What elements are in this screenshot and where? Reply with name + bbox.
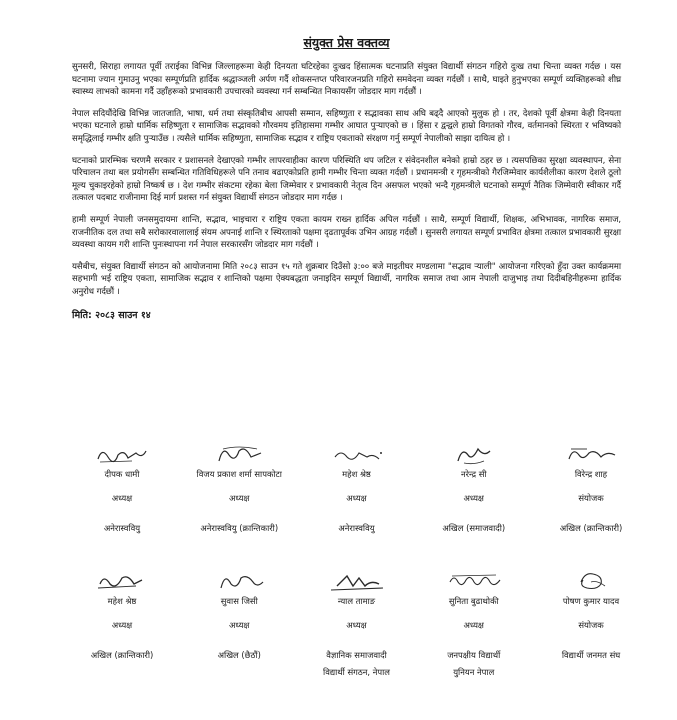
signature-mark: [444, 570, 504, 594]
signatory-organization: अखिल (समाजवादी): [442, 523, 506, 533]
signatory: [66, 443, 178, 537]
signatory-organization: अनेरास्ववियु (क्रान्तिकारी): [200, 523, 279, 533]
signatory-name: दीपक धामी: [104, 469, 140, 479]
signatory: [418, 443, 530, 537]
signatory-name: नरेन्द्र सी: [460, 469, 487, 479]
signatory-name: पोषण कुमार यादव: [562, 596, 620, 606]
signature-mark: [92, 570, 152, 594]
signature-mark: [327, 443, 387, 467]
signatory-organization: अखिल (छैठौं): [217, 650, 261, 660]
signatory-position: अध्यक्ष: [229, 620, 250, 630]
signatory: [301, 570, 413, 681]
signatory-position: अध्यक्ष: [346, 620, 367, 630]
signatory-organization: अनेरास्ववियु: [103, 523, 141, 533]
signatory-organization: अखिल (क्रान्तिकारी): [559, 523, 623, 533]
signature-mark: [561, 443, 621, 467]
signatory-position: अध्यक्ष: [463, 620, 484, 630]
signatory-name: सुनिता बुढाथोकी: [448, 596, 499, 606]
signatory-name: महेश श्रेष्ठ: [342, 469, 371, 479]
signatory: [301, 443, 413, 537]
signatory-name: विरेन्द्र शाह: [574, 469, 608, 479]
signatory-position: अध्यक्ष: [229, 493, 250, 503]
signatories-row-1: [66, 443, 647, 537]
signatory: [418, 570, 530, 681]
statement-date: मिति: २०८३ साउन १४: [72, 309, 151, 321]
signature-mark: [92, 443, 152, 467]
signatory-organization: अनेरास्ववियु: [338, 523, 375, 533]
signatory-organization-line2: विद्यार्थी संगठन, नेपाल: [323, 667, 390, 677]
statement-title: संयुक्त प्रेस वक्तव्य: [303, 35, 390, 50]
signatory-position: अध्यक्ष: [463, 493, 484, 503]
signatory: [535, 443, 647, 537]
signature-mark: [209, 443, 269, 467]
signatory-name: न्याल तामाङ: [337, 596, 376, 606]
signatory-position: अध्यक्ष: [111, 620, 133, 630]
paragraph-government-criticism: घटनाको प्रारम्भिक चरणमै सरकार र प्रशासनले देखाएको गम्भीर लापरवाहीका कारण परिस्थिति थप जटिल र संवेदनशील बनेको हाम्रो ठहर छ । त्यसपछिका सुरक्षा व्यवस्थापन, सेना परिचालन तथा बल प्रयोगसँग सम्बन्धित गतिविधिहरूले पनि तनाव बढाएकोप्रति हामी गम्भीर चिन्ता व्यक्त गर्दछौं । प्रधानमन्त्री र गृहमन्त्रीको गैरजिम्मेवार कार्यशैलीका कारण देशले ठूलो मूल्य चुकाइरहेको हाम्रो निष्कर्ष छ । देश गम्भीर संकटमा रहेका बेला जिम्मेवार र प्रभावकारी नेतृत्व दिन असफल भएको भन्दै गृहमन्त्रीले घटनाको सम्पूर्ण नैतिक जिम्मेवारी स्वीकार गर्दै तत्काल पदबाट राजीनामा दिई मार्ग प्रशस्त गर्न संयुक्त विद्यार्थी संगठन जोडदार माग गर्दछ ।: [72, 155, 621, 204]
signatory-organization: जनपक्षीय विद्यार्थी: [447, 650, 501, 660]
signatory-organization: विद्यार्थी जनमत संघ: [561, 650, 621, 660]
signatory-position: अध्यक्ष: [111, 493, 133, 503]
paragraph-harmony: नेपाल सदियौंदेखि विभिन्न जातजाति, भाषा, धर्म तथा संस्कृतिबीच आपसी सम्मान, सहिष्णुता र सद्भावका साथ अघि बढ्दै आएको मुलुक हो । तर, देशको पूर्वी क्षेत्रमा केही दिनयता भएका घटनाले हाम्रो धार्मिक सहिष्णुता र सामाजिक सद्भावको गौरवमय इतिहासमा गम्भीर आघात पुऱ्याएको छ । हिंसा र द्वन्द्वले हाम्रो विगतको गौरव, वर्तमानको स्थिरता र भविष्यको समृद्धिलाई गम्भीर क्षति पुऱ्याउँछ । त्यसैले धार्मिक सहिष्णुता, सामाजिक सद्भाव र राष्ट्रिय एकताको संरक्षण गर्नु सम्पूर्ण नेपालीको साझा दायित्व हो ।: [72, 108, 621, 144]
signatory-organization-line2: युनियन नेपाल: [453, 667, 495, 677]
signatory: [66, 570, 178, 681]
paragraph-condolence: सुनसरी, सिराहा लगायत पूर्वी तराईका विभिन्न जिल्लाहरूमा केही दिनयता घटिरहेका दुःखद हिंसात्मक घटनाप्रति संयुक्त विद्यार्थी संगठन गहिरो दुःख तथा चिन्ता व्यक्त गर्दछ । यस घटनामा ज्यान गुमाउनु भएका सम्पूर्णप्रति हार्दिक श्रद्धाञ्जली अर्पण गर्दै शोकसन्तप्त परिवारजनप्रति गहिरो समवेदना व्यक्त गर्दछौं । साथै, घाइते हुनुभएका सम्पूर्ण व्यक्तिहरूको शीघ्र स्वास्थ्य लाभको कामना गर्दै उहाँहरूको प्रभावकारी उपचारको व्यवस्था गर्न सम्बन्धित निकायसँग जोडदार माग गर्दछौं ।: [72, 62, 621, 98]
paragraph-rally-invitation: यसैबीच, संयुक्त विद्यार्थी संगठन को आयोजनामा मिति २०८३ साउन १५ गते शुक्रबार दिउँसो ३:०० बजे माइतीघर मण्डलामा "सद्भाव र्‍याली" आयोजना गरिएको हुँदा उक्त कार्यक्रममा सहभागी भई राष्ट्रिय एकता, सामाजिक सद्भाव र शान्तिको पक्षमा ऐक्यबद्धता जनाइदिन सम्पूर्ण विद्यार्थी, नागरिक समाज तथा आम नेपाली दाजुभाइ तथा दिदीबहिनीहरूमा हार्दिक अनुरोध गर्दछौं ।: [72, 261, 621, 297]
signatory-organization: अखिल (क्रान्तिकारी): [90, 650, 154, 660]
signatory: [183, 570, 295, 681]
signatory-name: विजय प्रकाश शर्मा सापकोटा: [196, 469, 282, 479]
signatory-organization: वैज्ञानिक समाजवादी: [326, 650, 387, 660]
signatories-row-2: [66, 570, 647, 681]
signatory-name: महेश श्रेष्ठ: [107, 596, 137, 606]
signatory: [535, 570, 647, 681]
paragraph-appeal: हामी सम्पूर्ण नेपाली जनसमुदायमा शान्ति, सद्भाव, भाइचारा र राष्ट्रिय एकता कायम राख्न हार्दिक अपिल गर्दछौं । साथै, सम्पूर्ण विद्यार्थी, शिक्षक, अभिभावक, नागरिक समाज, राजनीतिक दल तथा सबै सरोकारवालालाई संयम अपनाई शान्ति र स्थिरताको पक्षमा दृढतापूर्वक उभिन आग्रह गर्दछौं । सुनसरी लगायत सम्पूर्ण प्रभावित क्षेत्रमा तत्काल प्रभावकारी सुरक्षा व्यवस्था कायम गरी शान्ति पुनःस्थापना गर्न नेपाल सरकारसँग जोडदार माग गर्दछौं ।: [72, 214, 621, 251]
signature-mark: [561, 570, 621, 594]
signature-mark: [327, 570, 387, 594]
signatory: [183, 443, 295, 537]
signatory-position: अध्यक्ष: [346, 493, 367, 503]
signature-mark: [444, 443, 504, 467]
signatory-position: संयोजक: [578, 493, 604, 503]
signature-mark: [209, 570, 269, 594]
signatory-name: सुवास जिसी: [220, 596, 258, 606]
signatory-position: संयोजक: [578, 620, 604, 630]
